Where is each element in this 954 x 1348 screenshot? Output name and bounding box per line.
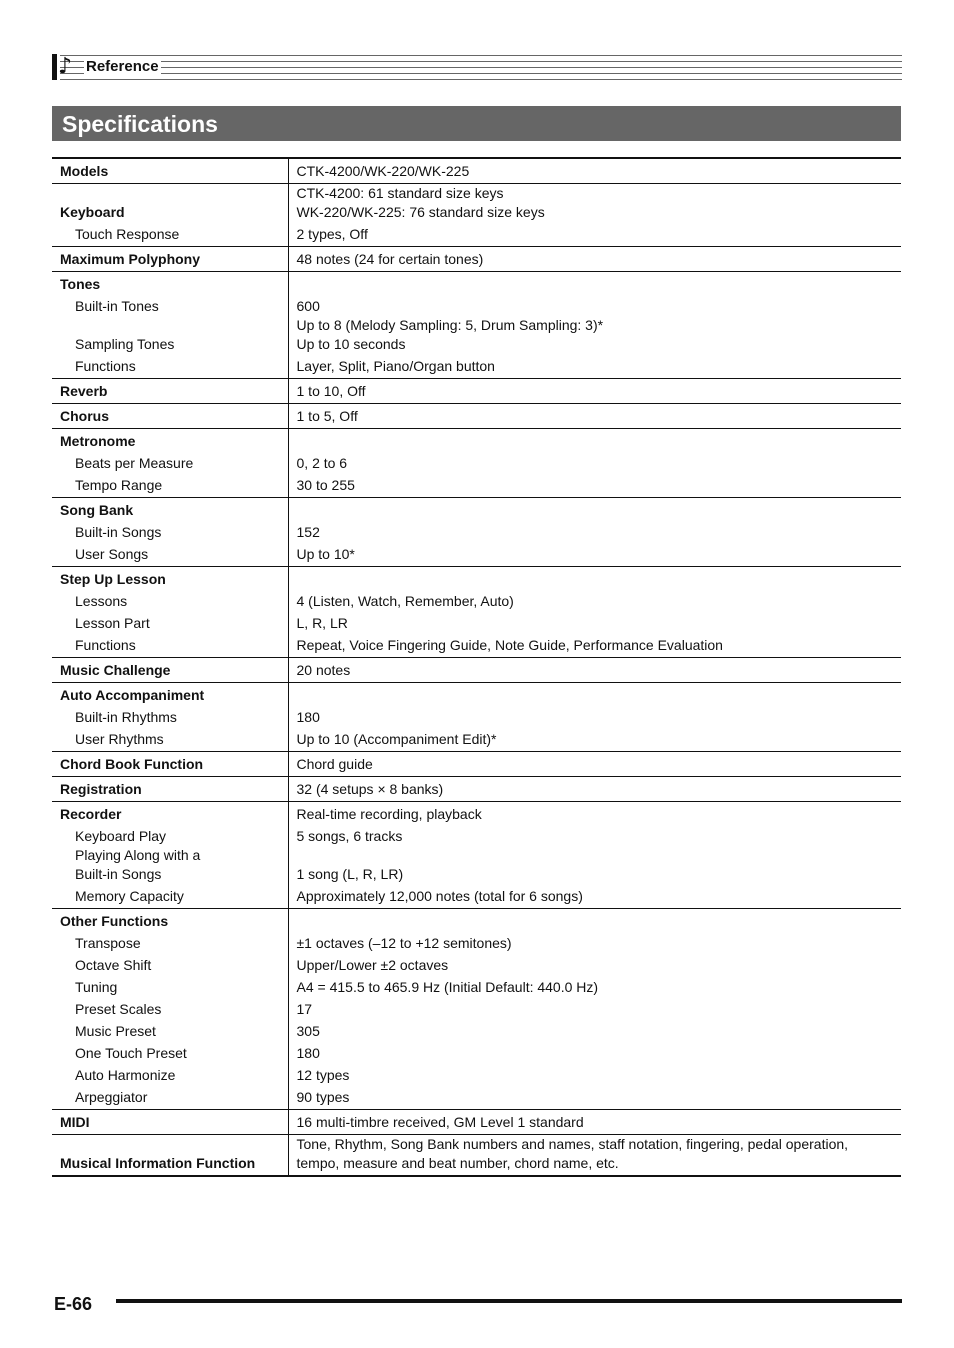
spec-value-line: 16 multi-timbre received, GM Level 1 standard <box>296 1114 584 1130</box>
spec-label: Preset Scales <box>75 1001 162 1017</box>
spec-value-line: 600 <box>296 298 320 314</box>
spec-row <box>52 727 901 752</box>
spec-value <box>288 1110 901 1135</box>
spec-value <box>288 611 901 633</box>
spec-label: Built-in Tones <box>75 298 159 314</box>
spec-row <box>52 975 901 997</box>
spec-row <box>52 777 901 802</box>
footer-rule <box>116 1299 902 1303</box>
spec-value <box>288 802 901 825</box>
spec-value-line: 12 types <box>296 1067 350 1083</box>
specifications-table <box>52 157 901 1177</box>
spec-row <box>52 1041 901 1063</box>
spec-label: Tuning <box>75 979 118 995</box>
spec-value-line: 180 <box>296 709 320 725</box>
page-number: E-66 <box>54 1294 93 1314</box>
page-title: Specifications <box>62 111 218 137</box>
spec-value-line: A4 = 415.5 to 465.9 Hz (Initial Default: 440.0 Hz) <box>296 979 599 995</box>
spec-row <box>52 953 901 975</box>
spec-value-line: 17 <box>296 1001 313 1017</box>
spec-value <box>288 752 901 777</box>
spec-label: User Rhythms <box>75 731 164 747</box>
spec-label: Keyboard <box>52 184 288 223</box>
spec-value-line: Approximately 12,000 notes (total for 6 songs) <box>296 888 583 904</box>
spec-value <box>288 633 901 658</box>
spec-row <box>52 705 901 727</box>
spec-label: Other Functions <box>52 909 288 932</box>
spec-label: Playing Along with a Built-in Songs <box>75 847 201 882</box>
spec-row <box>52 997 901 1019</box>
staff-line <box>60 61 902 62</box>
spec-label: Tempo Range <box>75 477 163 493</box>
spec-value <box>288 846 901 884</box>
staff-line <box>60 67 902 68</box>
spec-value <box>288 727 901 752</box>
spec-row <box>52 589 901 611</box>
spec-label: Maximum Polyphony <box>52 247 288 272</box>
spec-value <box>288 589 901 611</box>
spec-row <box>52 846 901 884</box>
spec-value-line: Chord guide <box>296 756 373 772</box>
spec-label: Built-in Songs <box>75 524 162 540</box>
spec-value <box>288 316 901 354</box>
spec-row <box>52 542 901 567</box>
spec-label: Tones <box>52 272 288 295</box>
spec-value <box>288 158 901 184</box>
spec-value-line: Up to 10* <box>296 546 355 562</box>
spec-value <box>288 404 901 429</box>
spec-value-line: 0, 2 to 6 <box>296 455 348 471</box>
spec-row <box>52 611 901 633</box>
spec-label: Octave Shift <box>75 957 152 973</box>
spec-value-line: 5 songs, 6 tracks <box>296 828 403 844</box>
spec-value <box>288 429 901 452</box>
spec-value <box>288 705 901 727</box>
spec-value <box>288 272 901 295</box>
spec-value-line: 1 to 5, Off <box>296 408 358 424</box>
spec-label: Transpose <box>75 935 141 951</box>
spec-value <box>288 247 901 272</box>
section-header <box>52 54 902 80</box>
spec-value-line: tempo, measure and beat number, chord name, etc. <box>296 1155 619 1171</box>
spec-row <box>52 633 901 658</box>
spec-row <box>52 451 901 473</box>
spec-label: Chorus <box>52 404 288 429</box>
spec-row <box>52 294 901 316</box>
spec-value-line: 152 <box>296 524 320 540</box>
spec-value-line: Tone, Rhythm, Song Bank numbers and names, staff notation, fingering, pedal operation, <box>296 1136 849 1152</box>
spec-label: Sampling Tones <box>75 336 175 352</box>
spec-row <box>52 931 901 953</box>
spec-label: MIDI <box>52 1110 288 1135</box>
spec-value <box>288 909 901 932</box>
spec-value-line: CTK-4200: 61 standard size keys <box>296 185 504 201</box>
spec-value <box>288 473 901 498</box>
spec-value <box>288 542 901 567</box>
spec-label: Lesson Part <box>75 615 150 631</box>
spec-label: Auto Harmonize <box>75 1067 176 1083</box>
spec-value-line: 30 to 255 <box>296 477 355 493</box>
spec-value <box>288 1085 901 1110</box>
header-marker-bar <box>52 54 57 80</box>
section-label: Reference <box>86 58 159 75</box>
spec-row <box>52 1019 901 1041</box>
spec-label: Built-in Rhythms <box>75 709 177 725</box>
spec-value-line: 4 (Listen, Watch, Remember, Auto) <box>296 593 514 609</box>
spec-value-line: Up to 8 (Melody Sampling: 5, Drum Sampling: 3)* <box>296 317 604 333</box>
spec-label: Chord Book Function <box>52 752 288 777</box>
spec-value-line: Up to 10 (Accompaniment Edit)* <box>296 731 497 747</box>
spec-value-line: Layer, Split, Piano/Organ button <box>296 358 495 374</box>
spec-row <box>52 909 901 932</box>
spec-label: Keyboard Play <box>75 828 167 844</box>
spec-value-line: Up to 10 seconds <box>296 336 406 352</box>
spec-row <box>52 752 901 777</box>
spec-value <box>288 975 901 997</box>
spec-row <box>52 473 901 498</box>
spec-row <box>52 429 901 452</box>
spec-value <box>288 451 901 473</box>
spec-value-line: 32 (4 setups × 8 banks) <box>296 781 444 797</box>
spec-row <box>52 802 901 825</box>
spec-value-line: ±1 octaves (–12 to +12 semitones) <box>296 935 512 951</box>
spec-value <box>288 1135 901 1177</box>
spec-label: Reverb <box>52 379 288 404</box>
spec-value <box>288 1063 901 1085</box>
spec-row <box>52 316 901 354</box>
spec-value <box>288 824 901 846</box>
spec-value-line: 48 notes (24 for certain tones) <box>296 251 484 267</box>
spec-value <box>288 379 901 404</box>
spec-value-line: 1 to 10, Off <box>296 383 366 399</box>
spec-value <box>288 683 901 706</box>
spec-row <box>52 824 901 846</box>
spec-value <box>288 498 901 521</box>
spec-value <box>288 1019 901 1041</box>
spec-value-line: L, R, LR <box>296 615 348 631</box>
spec-label: Models <box>52 158 288 184</box>
spec-row <box>52 247 901 272</box>
spec-label: Musical Information Function <box>52 1135 288 1177</box>
spec-value-line: Repeat, Voice Fingering Guide, Note Guide, Performance Evaluation <box>296 637 723 653</box>
spec-row <box>52 1135 901 1177</box>
spec-label: Lessons <box>75 593 128 609</box>
spec-label: Memory Capacity <box>75 888 184 904</box>
spec-value-line: 2 types, Off <box>296 226 368 242</box>
spec-label: Music Challenge <box>52 658 288 683</box>
spec-row <box>52 884 901 909</box>
spec-label: Music Preset <box>75 1023 156 1039</box>
spec-row <box>52 379 901 404</box>
staff-line <box>60 55 902 56</box>
spec-row <box>52 520 901 542</box>
spec-value-line: Real-time recording, playback <box>296 806 482 822</box>
spec-row <box>52 222 901 247</box>
spec-row <box>52 1085 901 1110</box>
spec-value-line: 20 notes <box>296 662 351 678</box>
spec-label: Metronome <box>52 429 288 452</box>
spec-row <box>52 567 901 590</box>
staff-line <box>60 73 902 74</box>
spec-label: Functions <box>75 358 136 374</box>
spec-value-line: Upper/Lower ±2 octaves <box>296 957 449 973</box>
spec-value <box>288 354 901 379</box>
spec-label: Beats per Measure <box>75 455 194 471</box>
spec-label: One Touch Preset <box>75 1045 187 1061</box>
spec-row <box>52 498 901 521</box>
spec-value <box>288 953 901 975</box>
music-note-icon: ♪ <box>58 54 73 79</box>
spec-value-line: 1 song (L, R, LR) <box>296 866 404 882</box>
spec-row <box>52 1063 901 1085</box>
spec-value <box>288 222 901 247</box>
staff-line <box>60 79 902 80</box>
spec-value <box>288 1041 901 1063</box>
spec-label: Step Up Lesson <box>52 567 288 590</box>
spec-value-line: 180 <box>296 1045 320 1061</box>
spec-row <box>52 354 901 379</box>
spec-value <box>288 884 901 909</box>
spec-row <box>52 272 901 295</box>
spec-label: Song Bank <box>52 498 288 521</box>
spec-value <box>288 997 901 1019</box>
spec-row <box>52 158 901 184</box>
spec-value <box>288 777 901 802</box>
spec-label: Arpeggiator <box>75 1089 148 1105</box>
spec-value <box>288 294 901 316</box>
spec-label: Auto Accompaniment <box>52 683 288 706</box>
page-title-bar <box>52 106 901 141</box>
spec-label: Registration <box>52 777 288 802</box>
spec-row <box>52 683 901 706</box>
spec-label: User Songs <box>75 546 149 562</box>
spec-value <box>288 658 901 683</box>
spec-value-line: 90 types <box>296 1089 350 1105</box>
spec-row <box>52 184 901 223</box>
spec-row <box>52 658 901 683</box>
spec-label: Recorder <box>52 802 288 825</box>
spec-value <box>288 184 901 223</box>
spec-value-line: CTK-4200/WK-220/WK-225 <box>296 163 470 179</box>
spec-label: Functions <box>75 637 136 653</box>
spec-value <box>288 567 901 590</box>
spec-value <box>288 931 901 953</box>
spec-label: Touch Response <box>75 226 180 242</box>
spec-value <box>288 520 901 542</box>
spec-value-line: WK-220/WK-225: 76 standard size keys <box>296 204 545 220</box>
spec-value-line: 305 <box>296 1023 320 1039</box>
spec-row <box>52 1110 901 1135</box>
spec-row <box>52 404 901 429</box>
